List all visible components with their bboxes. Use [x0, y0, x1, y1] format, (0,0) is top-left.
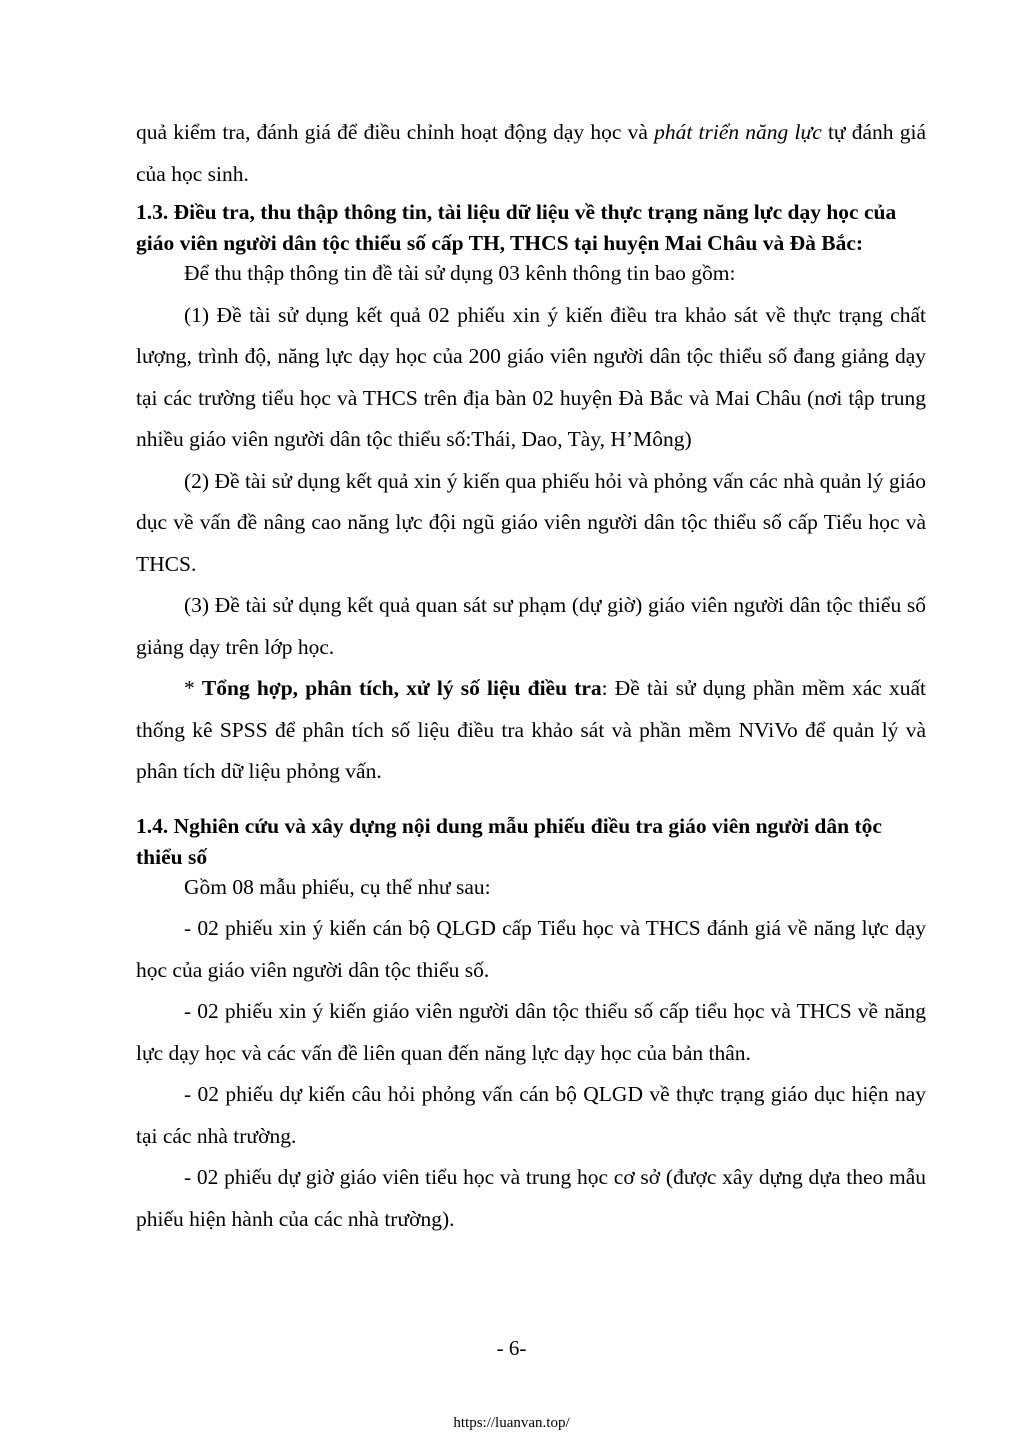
section-heading-1-3: 1.3. Điều tra, thu thập thông tin, tài liệu dữ liệu về thực trạng năng lực dạy học của giáo viên người dân tộc thiểu số cấp TH, THCS tại huyện Mai Châu và Đà Bắc: [136, 200, 897, 255]
paragraph-text: quả kiểm tra, đánh giá để điều chỉnh hoạt động dạy học và [136, 120, 655, 144]
list-item-form-2: - 02 phiếu xin ý kiến giáo viên người dân tộc thiểu số cấp tiểu học và THCS về năng lực dạy học và các vấn đề liên quan đến năng lực dạy học của bản thân. [136, 999, 926, 1065]
paragraph-continuation [136, 112, 926, 195]
list-item-form-1: - 02 phiếu xin ý kiến cán bộ QLGD cấp Tiểu học và THCS đánh giá về năng lực dạy học của giáo viên người dân tộc thiểu số. [136, 916, 926, 982]
paragraph-channel-1: (1) Đề tài sử dụng kết quả 02 phiếu xin ý kiến điều tra khảo sát về thực trạng chất lượng, trình độ, năng lực dạy học của 200 giáo viên người dân tộc thiểu số đang giảng dạy tại các trường tiểu học và THCS trên địa bàn 02 huyện Đà Bắc và Mai Châu (nơi tập trung nhiều giáo viên người dân tộc thiểu số:Thái, Dao, Tày, H’Mông) [136, 302, 926, 451]
list-item-form-3: - 02 phiếu dự kiến câu hỏi phỏng vấn cán bộ QLGD về thực trạng giáo dục hiện nay tại các nhà trường. [136, 1082, 926, 1148]
paragraph-channel-3: (3) Đề tài sử dụng kết quả quan sát sư phạm (dự giờ) giáo viên người dân tộc thiểu số giảng dạy trên lớp học. [136, 593, 926, 659]
paragraph-text: tự đánh giá của học sinh. [136, 120, 927, 186]
page-number: - 6- [496, 1336, 527, 1360]
italic-phrase: phát triển năng lực [654, 120, 822, 144]
bullet-marker: * [184, 676, 202, 700]
footer-url: https://luanvan.top/ [453, 1415, 570, 1431]
paragraph-data-processing [136, 668, 926, 793]
paragraph-intro-channels: Để thu thập thông tin đề tài sử dụng 03 kênh thông tin bao gồm: [184, 261, 736, 285]
page-content [136, 112, 926, 1240]
section-heading-1-4: 1.4. Nghiên cứu và xây dựng nội dung mẫu phiếu điều tra giáo viên người dân tộc thiểu số [136, 813, 882, 869]
paragraph-text: : Đề tài sử dụng phần mềm xác xuất thống kê SPSS để phân tích số liệu điều tra khảo sát và phần mềm NViVo để quản lý và phân tích dữ liệu phỏng vấn. [136, 676, 927, 783]
paragraph-channel-2: (2) Đề tài sử dụng kết quả xin ý kiến qua phiếu hỏi và phỏng vấn các nhà quản lý giáo dục về vấn đề nâng cao năng lực đội ngũ giáo viên người dân tộc thiểu số cấp Tiểu học và THCS. [136, 468, 926, 576]
list-item-form-4: - 02 phiếu dự giờ giáo viên tiểu học và trung học cơ sở (được xây dựng dựa theo mẫu phiếu hiện hành của các nhà trường). [136, 1165, 926, 1231]
bold-phrase: Tổng hợp, phân tích, xử lý số liệu điều tra [201, 676, 602, 700]
paragraph-form-count: Gồm 08 mẫu phiếu, cụ thể như sau: [184, 874, 491, 899]
